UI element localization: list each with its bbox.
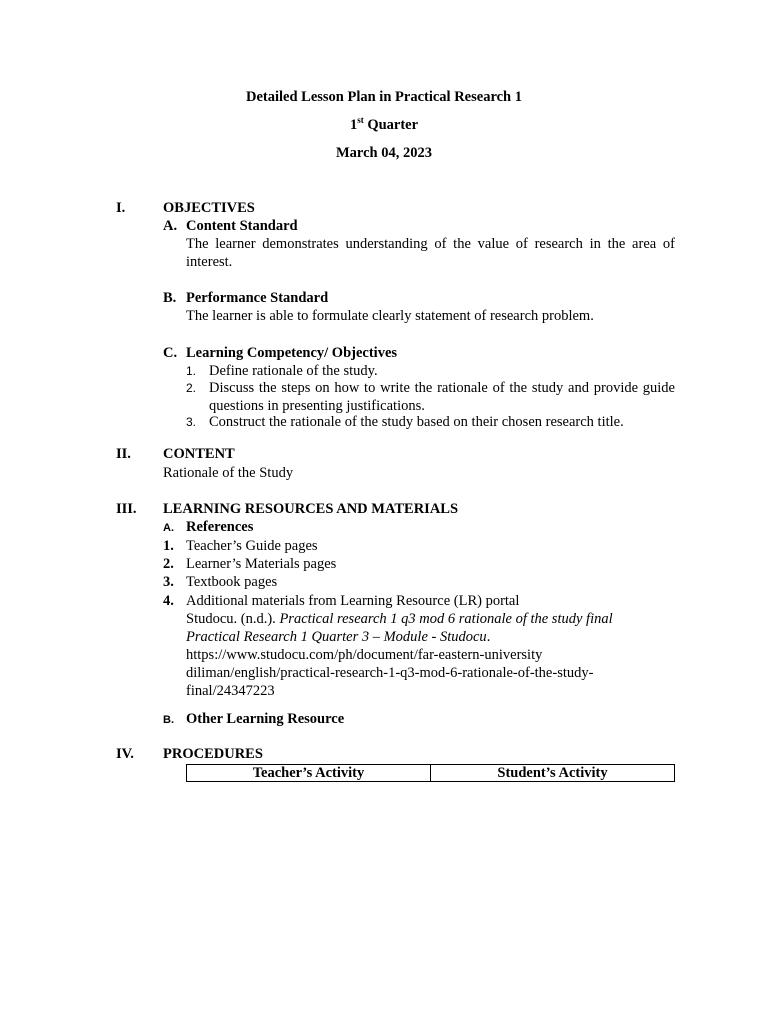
teacher-activity-header: Teacher’s Activity <box>187 765 431 782</box>
reference-item-3: Textbook pages <box>186 574 278 590</box>
content-standard-letter: A. <box>163 218 178 234</box>
performance-standard-letter: B. <box>163 290 177 306</box>
section-numeral-resources: III. <box>116 501 137 517</box>
competency-letter: C. <box>163 345 178 361</box>
citation-title: Practical research 1 q3 mod 6 rationale of the study final Practical Research 1 Quarter 3 – Module - Studocu <box>186 611 613 645</box>
reference-item-4: Additional materials from Learning Resource (LR) portal <box>186 593 520 609</box>
references-letter: A. <box>163 522 174 534</box>
citation-prefix: Studocu. (n.d.). <box>186 611 280 627</box>
section-numeral-content: II. <box>116 446 131 462</box>
competency-num-1: 1. <box>186 364 197 378</box>
quarter-word: Quarter <box>367 117 419 133</box>
reference-num-2: 2. <box>163 556 174 572</box>
document-title: Detailed Lesson Plan in Practical Research 1 <box>245 89 522 105</box>
competency-item-1: Define rationale of the study. <box>209 363 378 379</box>
citation-url[interactable]: https://www.studocu.com/ph/document/far-eastern-university diliman/english/practical-research-1-q3-mod-6-rationale-of-the-study-final/24347223 <box>186 647 594 699</box>
content-text: Rationale of the Study <box>163 465 294 481</box>
quarter-number: 1 <box>349 117 358 133</box>
section-numeral-procedures: IV. <box>116 746 134 762</box>
other-resource-letter: B. <box>163 714 174 726</box>
section-title-objectives: OBJECTIVES <box>163 200 255 216</box>
competency-item-2: Discuss the steps on how to write the rationale of the study and provide guide questions in presenting justifications. <box>209 380 675 414</box>
references-title: References <box>186 519 254 535</box>
reference-num-3: 3. <box>163 574 174 590</box>
quarter-ordinal: st <box>357 115 364 126</box>
procedures-table-header-row <box>187 765 675 782</box>
section-title-resources: LEARNING RESOURCES AND MATERIALS <box>163 501 459 517</box>
student-activity-header: Student’s Activity <box>431 765 675 782</box>
section-title-content: CONTENT <box>163 446 235 462</box>
procedures-table <box>186 764 675 782</box>
reference-item-2: Learner’s Materials pages <box>186 556 337 572</box>
citation-suffix: . <box>486 629 491 645</box>
citation <box>186 610 656 700</box>
document-date: March 04, 2023 <box>336 145 432 161</box>
quarter-line <box>0 116 768 134</box>
competency-title: Learning Competency/ Objectives <box>186 345 398 361</box>
other-resource-title: Other Learning Resource <box>186 711 345 727</box>
reference-item-1: Teacher’s Guide pages <box>186 538 318 554</box>
content-standard-title: Content Standard <box>186 218 298 234</box>
competency-num-2: 2. <box>186 381 197 395</box>
performance-standard-text: The learner is able to formulate clearly statement of research problem. <box>186 308 594 324</box>
content-standard-text: The learner demonstrates understanding of the value of research in the area of interest. <box>186 236 675 270</box>
competency-item-3: Construct the rationale of the study based on their chosen research title. <box>209 414 624 430</box>
performance-standard-title: Performance Standard <box>186 290 329 306</box>
reference-num-1: 1. <box>163 538 174 554</box>
competency-num-3: 3. <box>186 415 197 429</box>
section-title-procedures: PROCEDURES <box>163 746 263 762</box>
section-numeral-objectives: I. <box>116 200 126 216</box>
reference-num-4: 4. <box>163 593 174 609</box>
